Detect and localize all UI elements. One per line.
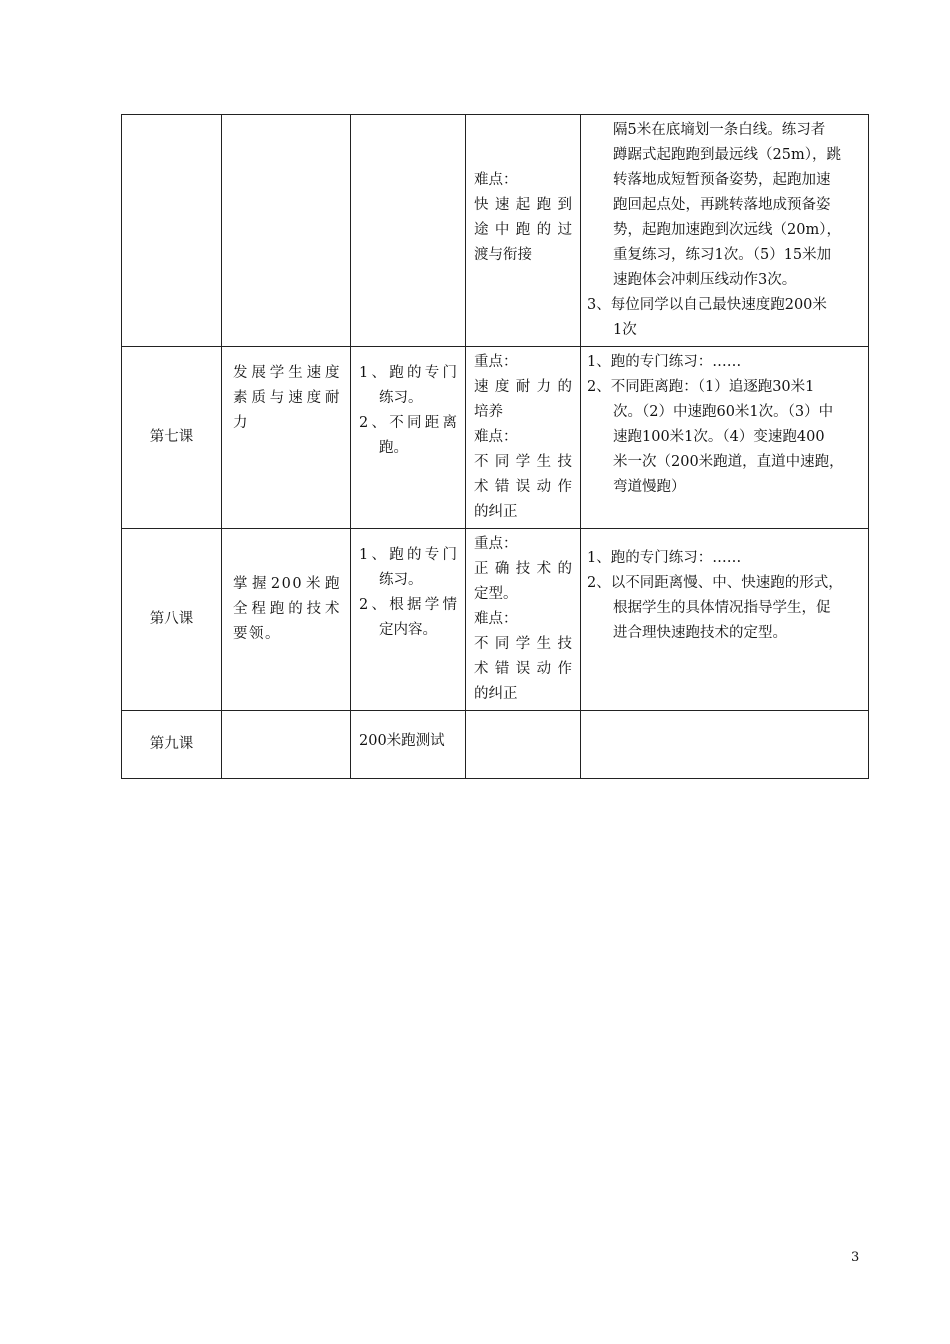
method-line: 跑回起点处，再跳转落地成预备姿 bbox=[613, 197, 831, 213]
lesson-name-cell: 第九课 bbox=[122, 711, 222, 779]
method-line: 蹲踞式起跑跑到最远线（25m），跳 bbox=[613, 147, 841, 163]
key-line: 的纠正 bbox=[474, 686, 518, 702]
table-row bbox=[122, 529, 869, 711]
content-cell bbox=[351, 529, 466, 711]
goal-line: 发展学生速度 bbox=[233, 365, 341, 381]
content-line: 1、跑的专门 bbox=[359, 365, 457, 381]
table-row bbox=[122, 115, 869, 347]
key-line: 速度耐力的 bbox=[474, 379, 572, 395]
key-line: 培养 bbox=[474, 404, 503, 420]
goal-cell bbox=[222, 711, 351, 779]
key-difficulty-cell bbox=[466, 529, 581, 711]
goal-line: 掌握200米跑 bbox=[233, 576, 341, 592]
key-line: 重点： bbox=[474, 536, 518, 552]
key-difficulty-cell bbox=[466, 347, 581, 529]
goal-line: 力 bbox=[233, 415, 249, 431]
method-cell bbox=[581, 347, 869, 529]
lesson-plan-table bbox=[121, 114, 869, 779]
method-line: 弯道慢跑） bbox=[613, 479, 686, 495]
content-line: 练习。 bbox=[379, 390, 423, 406]
goal-cell bbox=[222, 347, 351, 529]
key-line: 重点： bbox=[474, 354, 518, 370]
key-line: 不同学生技 bbox=[474, 636, 572, 652]
method-line: 1次 bbox=[613, 322, 637, 338]
key-line: 渡与衔接 bbox=[474, 247, 532, 263]
goal-line: 要领。 bbox=[233, 626, 281, 642]
key-line: 途中跑的过 bbox=[474, 222, 572, 238]
method-line: 米一次（200米跑道，直道中速跑， bbox=[613, 454, 844, 470]
method-line: 3、每位同学以自己最快速度跑200米 bbox=[587, 297, 827, 313]
method-line: 隔5米在底墒划一条白线。练习者 bbox=[613, 122, 826, 138]
method-line: 速跑体会冲刺压线动作3次。 bbox=[613, 272, 797, 288]
lesson-name-cell: 第七课 bbox=[122, 347, 222, 529]
key-line: 不同学生技 bbox=[474, 454, 572, 470]
content-cell bbox=[351, 711, 466, 779]
content-cell bbox=[351, 347, 466, 529]
key-line: 正确技术的 bbox=[474, 561, 572, 577]
method-line: 速跑100米1次。（4）变速跑400 bbox=[613, 429, 825, 445]
content-line: 2、根据学情 bbox=[359, 597, 457, 613]
page-number: 3 bbox=[851, 1250, 860, 1265]
goal-cell bbox=[222, 115, 351, 347]
content-line: 定内容。 bbox=[379, 622, 437, 638]
method-line: 势，起跑加速跑到次远线（20m）， bbox=[613, 222, 841, 238]
table-row bbox=[122, 347, 869, 529]
key-line: 定型。 bbox=[474, 586, 518, 602]
key-line: 难点： bbox=[474, 172, 518, 188]
method-line: 转落地成短暂预备姿势，起跑加速 bbox=[613, 172, 831, 188]
content-line: 练习。 bbox=[379, 572, 423, 588]
method-cell bbox=[581, 711, 869, 779]
method-line: 根据学生的具体情况指导学生，促 bbox=[613, 600, 831, 616]
content-line: 200米跑测试 bbox=[359, 733, 445, 749]
key-difficulty-cell bbox=[466, 115, 581, 347]
key-difficulty-cell bbox=[466, 711, 581, 779]
method-line: 2、不同距离跑：（1）追逐跑30米1 bbox=[587, 379, 815, 395]
key-line: 术错误动作 bbox=[474, 479, 572, 495]
goal-cell bbox=[222, 529, 351, 711]
key-line: 难点： bbox=[474, 611, 518, 627]
key-line: 快速起跑到 bbox=[474, 197, 572, 213]
method-line: 重复练习，练习1次。（5）15米加 bbox=[613, 247, 832, 263]
content-cell bbox=[351, 115, 466, 347]
lesson-name-cell bbox=[122, 115, 222, 347]
method-line: 1、跑的专门练习：…… bbox=[587, 354, 742, 370]
goal-line: 全程跑的技术 bbox=[233, 601, 341, 617]
content-line: 1、跑的专门 bbox=[359, 547, 457, 563]
goal-line: 素质与速度耐 bbox=[233, 390, 341, 406]
method-cell bbox=[581, 115, 869, 347]
method-line: 进合理快速跑技术的定型。 bbox=[613, 625, 787, 641]
content-line: 跑。 bbox=[379, 440, 408, 456]
content-line: 2、不同距离 bbox=[359, 415, 457, 431]
key-line: 术错误动作 bbox=[474, 661, 572, 677]
method-cell bbox=[581, 529, 869, 711]
key-line: 难点： bbox=[474, 429, 518, 445]
method-line: 2、以不同距离慢、中、快速跑的形式， bbox=[587, 575, 843, 591]
table-row bbox=[122, 711, 869, 779]
method-line: 次。（2）中速跑60米1次。（3）中 bbox=[613, 404, 834, 420]
key-line: 的纠正 bbox=[474, 504, 518, 520]
method-line: 1、跑的专门练习：…… bbox=[587, 550, 742, 566]
lesson-name-cell: 第八课 bbox=[122, 529, 222, 711]
